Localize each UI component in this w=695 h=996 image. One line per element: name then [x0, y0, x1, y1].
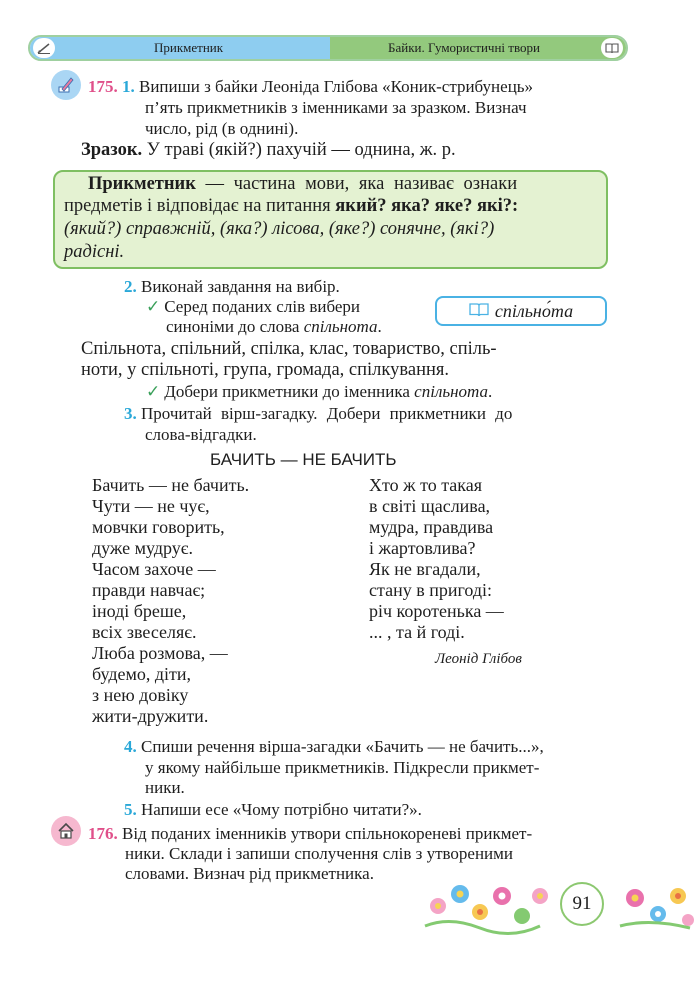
step3-number: 3.	[124, 404, 137, 423]
step2-option1-line2	[166, 316, 382, 337]
poem-line: і жартовлива?	[369, 538, 476, 558]
option1-text: Серед поданих слів вибери	[164, 297, 361, 316]
page-number: 91	[560, 882, 604, 926]
task-175-text-line: п’ять прикметників з іменниками за зразком. Визнач	[145, 98, 527, 117]
task-176-number: 176.	[88, 824, 118, 843]
page-header	[28, 35, 628, 61]
task-176-line3: словами. Визнач рід прикметника.	[125, 864, 374, 883]
option2-word: спільнота	[414, 382, 489, 401]
step4-line1	[124, 736, 544, 757]
book-icon	[469, 302, 489, 321]
poem-line: Бачить — не бачить.	[92, 475, 250, 495]
header-section-left	[30, 37, 330, 59]
task-175-number: 175.	[88, 77, 118, 96]
task-175-text-line: число, рід (в однині).	[145, 119, 299, 138]
step4-number: 4.	[124, 737, 137, 756]
task-175-line1	[88, 76, 533, 97]
header-section-right	[330, 37, 626, 59]
rule-questions: який? яка? яке? які?:	[335, 196, 519, 216]
step2-option2	[146, 381, 492, 402]
poem-author: Леонід Глібов	[435, 651, 522, 667]
step2-intro	[124, 276, 340, 297]
home-task-icon	[51, 816, 81, 846]
poem-column-left	[92, 475, 249, 727]
step2-option1-line1	[146, 296, 360, 317]
step5	[124, 799, 422, 820]
header-left-title: Прикметник	[154, 40, 224, 55]
step4-text: Спиши речення вірша-загадки «Бачить — не бачить...»,	[141, 737, 544, 756]
poem-line: стану в пригоді:	[369, 580, 493, 600]
word-box-word: спільно́та	[494, 300, 574, 321]
book-icon	[601, 38, 623, 58]
step2-intro-text: Виконай завдання на вибір.	[141, 277, 340, 296]
pen-icon	[33, 38, 55, 58]
step3-line1	[124, 403, 512, 424]
poem-line: всіх звеселяє.	[92, 622, 197, 642]
poem-column-right	[369, 475, 504, 643]
task-175-step1-number: 1.	[122, 77, 135, 96]
poem-line: Люба розмова, —	[92, 643, 228, 663]
sample-line	[81, 140, 456, 161]
option1-text: синоніми до слова	[166, 317, 304, 336]
rule-line1-rest: — частина мови, яка називає ознаки	[195, 174, 518, 194]
poem-line: дуже мудрує.	[92, 538, 194, 558]
header-right-title: Байки. Гумористичні твори	[388, 40, 540, 55]
poem-line: жити-дружити.	[92, 706, 209, 726]
poem-line: іноді бреше,	[92, 601, 187, 621]
poem-line: Хто ж то такая	[369, 475, 483, 495]
step4-line2: у якому найбільше прикметників. Підкресли прикмет-	[145, 758, 540, 777]
poem-line: Чути — не чує,	[92, 496, 210, 516]
option2-text: Добери прикметники до іменника	[164, 382, 415, 401]
rule-line-1	[88, 174, 517, 195]
task-175-text-line: Випиши з байки Леоніда Глібова «Коник-стрибунець»	[139, 77, 534, 96]
step3-text: Прочитай вірш-загадку. Добери прикметники до	[141, 404, 513, 423]
task-176-line1	[88, 823, 532, 844]
step5-number: 5.	[124, 800, 137, 819]
option1-word: спільнота	[303, 317, 378, 336]
poem-title: БАЧИТЬ — НЕ БАЧИТЬ	[210, 450, 397, 469]
sample-text: У траві (якій?) пахучій — однина, ж. р.	[146, 140, 456, 160]
step4-line3: ники.	[145, 778, 185, 797]
task-176-line2: ники. Склади і запиши сполучення слів з утвореними	[125, 844, 514, 863]
poem-line: річ коротенька —	[369, 601, 504, 621]
check-icon: ✓	[146, 297, 161, 316]
rule-term: Прикметник	[88, 174, 196, 194]
option1-end: .	[377, 317, 382, 336]
flowers-decoration	[420, 876, 695, 936]
rule-line2-start: предметів і відповідає на питання	[64, 196, 336, 216]
task-176-text: Від поданих іменників утвори спільнокореневі прикмет-	[122, 824, 533, 843]
writing-task-icon	[51, 70, 81, 100]
poem-line: будемо, діти,	[92, 664, 192, 684]
poem-line: мовчки говорить,	[92, 517, 225, 537]
words-list-line1: Спільнота, спільний, спілка, клас, товариство, спіль-	[81, 339, 497, 359]
rule-examples-end: радісні.	[64, 242, 125, 262]
word-box	[435, 296, 607, 326]
poem-line: в світі щаслива,	[369, 496, 491, 516]
poem-line: Як не вгадали,	[369, 559, 481, 579]
option2-end: .	[488, 382, 493, 401]
poem-line: Часом захоче —	[92, 559, 216, 579]
words-list-line2: ноти, у спільноті, група, громада, спілкування.	[81, 360, 450, 380]
poem-line: ... , та й годі.	[369, 622, 465, 642]
step2-number: 2.	[124, 277, 137, 296]
check-icon: ✓	[146, 382, 161, 401]
step3-line2: слова-відгадки.	[145, 425, 257, 444]
step5-text: Напиши есе «Чому потрібно читати?».	[141, 800, 422, 819]
poem-line: з нею довіку	[92, 685, 189, 705]
poem-line: мудра, правдива	[369, 517, 494, 537]
rule-examples-line: (який?) справжній, (яка?) лісова, (яке?) сонячне, (які?)	[64, 219, 495, 239]
rule-line-2	[64, 196, 518, 217]
sample-label: Зразок.	[81, 140, 143, 160]
poem-line: правди навчає;	[92, 580, 206, 600]
